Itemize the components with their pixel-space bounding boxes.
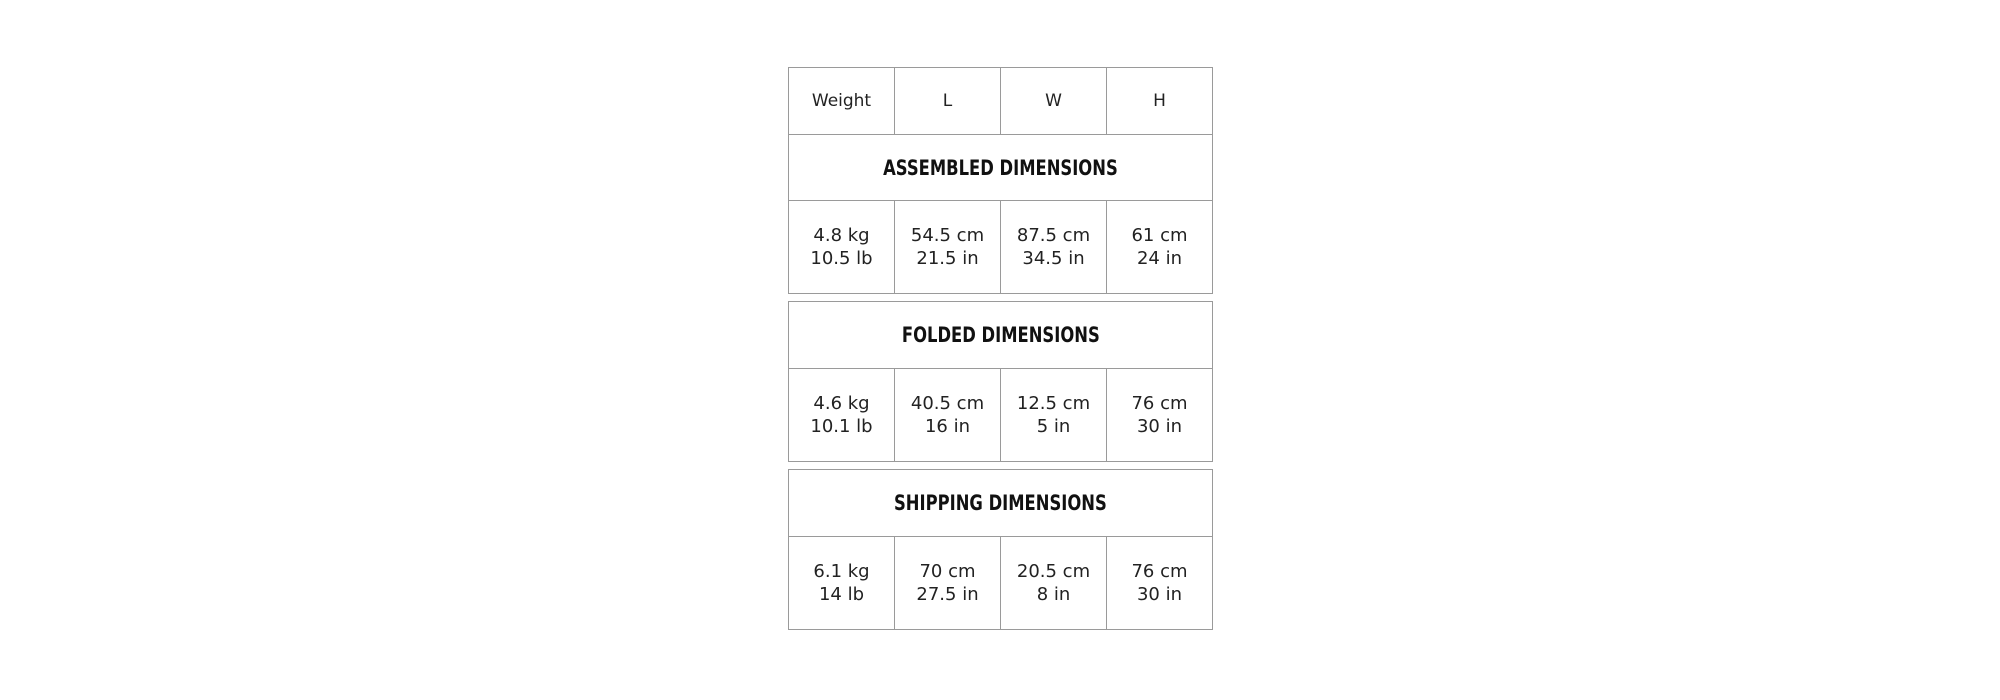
- shipping-dimensions-block: [788, 469, 1213, 630]
- height-metric: 61 cm: [1131, 225, 1188, 246]
- width-metric: 20.5 cm: [1016, 561, 1091, 582]
- weight-cell: [789, 537, 894, 629]
- length-imperial: 27.5 in: [916, 584, 979, 605]
- folded-dimensions-block: [788, 301, 1213, 462]
- height-imperial: 24 in: [1136, 248, 1183, 269]
- weight-imperial: 14 lb: [818, 584, 865, 605]
- length-imperial: 21.5 in: [916, 248, 979, 269]
- weight-cell: [789, 201, 894, 293]
- width-cell: [1000, 201, 1106, 293]
- weight-metric: 6.1 kg: [813, 561, 870, 582]
- weight-cell: [789, 369, 894, 461]
- width-metric: 87.5 cm: [1016, 225, 1091, 246]
- height-imperial: 30 in: [1136, 584, 1183, 605]
- section-title-row: [789, 470, 1212, 536]
- section-title-row: [789, 134, 1212, 200]
- assembled-dimensions-block: [788, 67, 1213, 294]
- column-header-row: [789, 68, 1212, 134]
- weight-metric: 4.8 kg: [813, 225, 870, 246]
- height-cell: [1106, 369, 1212, 461]
- weight-imperial: 10.5 lb: [810, 248, 873, 269]
- header-height: H: [1106, 68, 1212, 134]
- value-row-assembled: [789, 200, 1212, 293]
- height-cell: [1106, 201, 1212, 293]
- height-cell: [1106, 537, 1212, 629]
- width-cell: [1000, 537, 1106, 629]
- section-title-shipping: SHIPPING DIMENSIONS: [894, 491, 1107, 515]
- section-title-folded: FOLDED DIMENSIONS: [901, 323, 1100, 347]
- width-metric: 12.5 cm: [1016, 393, 1091, 414]
- length-imperial: 16 in: [924, 416, 971, 437]
- length-metric: 70 cm: [919, 561, 976, 582]
- section-title-assembled: ASSEMBLED DIMENSIONS: [883, 155, 1118, 180]
- width-cell: [1000, 369, 1106, 461]
- header-length: L: [894, 68, 1000, 134]
- width-imperial: 5 in: [1036, 416, 1071, 437]
- length-cell: [894, 369, 1000, 461]
- header-weight: Weight: [811, 90, 872, 111]
- value-row-shipping: [789, 536, 1212, 629]
- height-metric: 76 cm: [1131, 393, 1188, 414]
- dimensions-spec-table: [788, 67, 1213, 630]
- width-imperial: 8 in: [1036, 584, 1071, 605]
- height-metric: 76 cm: [1131, 561, 1188, 582]
- value-row-folded: [789, 368, 1212, 461]
- length-metric: 54.5 cm: [910, 225, 985, 246]
- header-width: W: [1000, 68, 1106, 134]
- length-cell: [894, 537, 1000, 629]
- section-title-row: [789, 302, 1212, 368]
- height-imperial: 30 in: [1136, 416, 1183, 437]
- length-cell: [894, 201, 1000, 293]
- weight-metric: 4.6 kg: [813, 393, 870, 414]
- weight-imperial: 10.1 lb: [810, 416, 873, 437]
- length-metric: 40.5 cm: [910, 393, 985, 414]
- width-imperial: 34.5 in: [1022, 248, 1085, 269]
